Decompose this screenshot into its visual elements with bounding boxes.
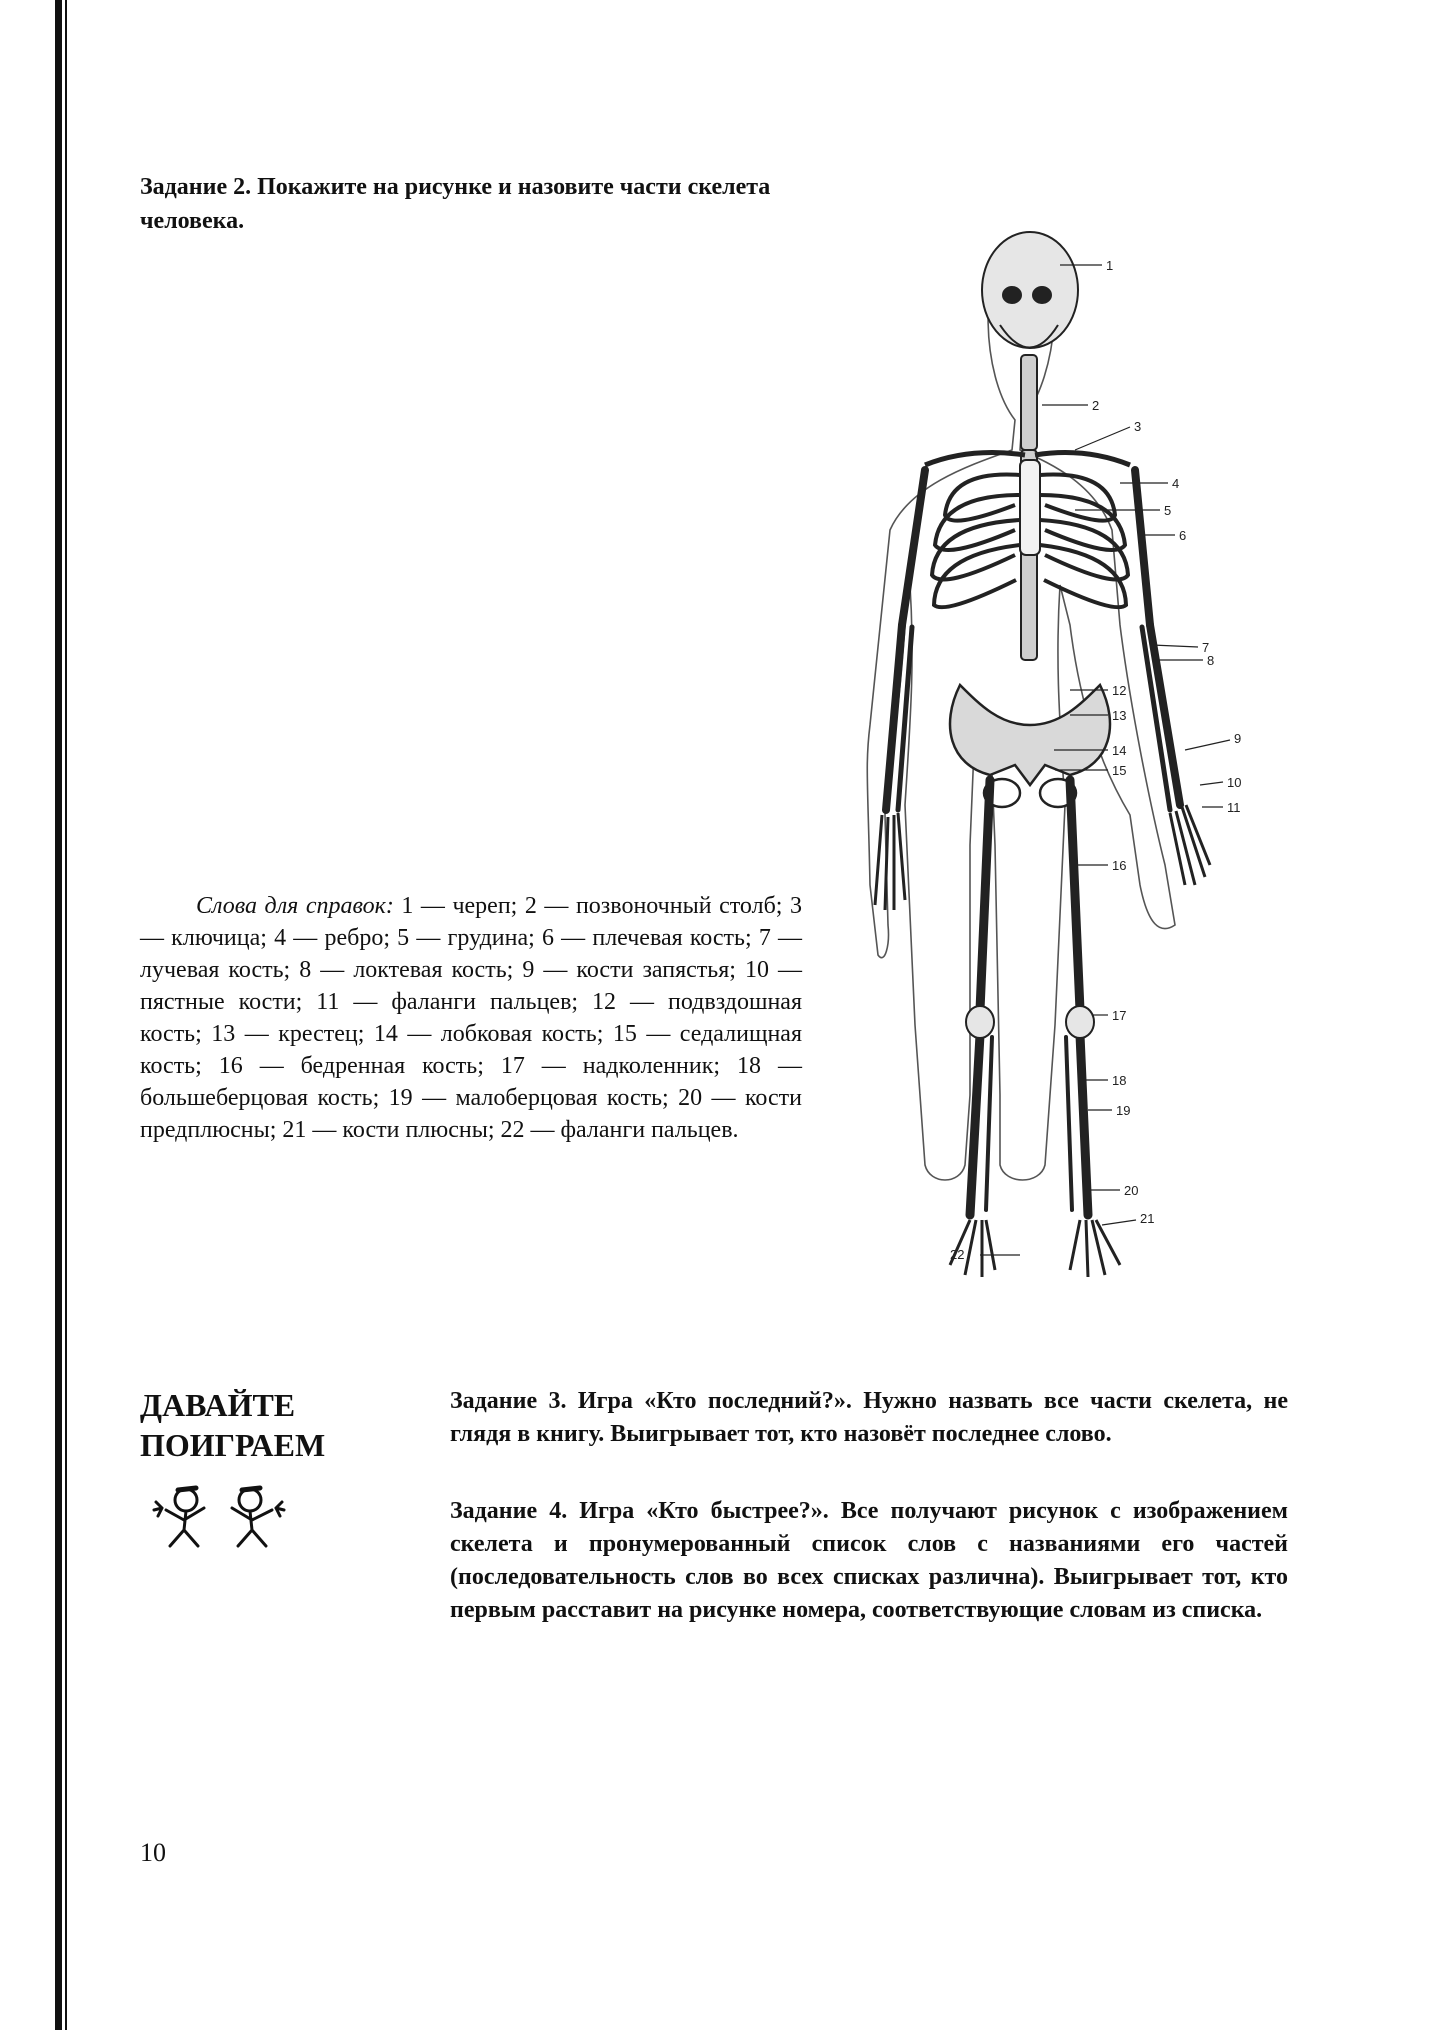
figure-label-9: 9 [1234,731,1242,746]
figure-label-17: 17 [1112,1008,1127,1023]
figure-label-1: 1 [1106,258,1114,273]
play-heading [140,1385,380,1465]
spine-cervical [1021,355,1037,450]
eye-socket-right [1033,287,1051,303]
figure-label-21: 21 [1140,1211,1155,1226]
margin-rule-thin [65,0,67,2030]
figure-label-8: 8 [1207,653,1215,668]
reference-lead: Слова для справок: [196,893,394,919]
eye-socket-left [1003,287,1021,303]
figure-label-10: 10 [1227,775,1242,790]
margin-rule-thick [55,0,62,2030]
figure-label-13: 13 [1112,708,1127,723]
figure-label-2: 2 [1092,398,1100,413]
play-heading-line-2: ПОИГРАЕМ [140,1427,326,1463]
figure-label-12: 12 [1112,683,1127,698]
page-number: 10 [140,1838,166,1867]
sternum [1020,460,1040,555]
task-4-text: Задание 4. Игра «Кто быстрее?». Все получают рисунок с изображением скелета и пронумерованный список слов с названиями его частей (последовательность слов во всех списках различна). Выигрывает тот, кто первым расставит на рисунке номера, соответствующие словам из списка. [450,1498,1288,1623]
figure-label-20: 20 [1124,1183,1139,1198]
figure-label-19: 19 [1116,1103,1131,1118]
figure-label-15: 15 [1112,763,1127,778]
figure-label-3: 3 [1134,419,1142,434]
reference-body: 1 — череп; 2 — позвоночный столб; 3 — ключица; 4 — ребро; 5 — грудина; 6 — плечевая кость; 7 — лучевая кость; 8 — локтевая кость; 9 — кости запястья; 10 — пястные кости; 11 — фаланги пальцев; 12 — подвздошная кость; 13 — крестец; 14 — лобковая кость; 15 — седалищная кость; 16 — бедренная кость; 17 — надколенник; 18 — большеберцовая кость; 19 — малоберцовая кость; 20 — кости предплюсны; 21 — кости плюсны; 22 — фаланги пальцев. [140,893,802,1143]
play-heading-line-1: ДАВАЙТЕ [140,1387,296,1423]
figure-label-5: 5 [1164,503,1172,518]
figure-label-6: 6 [1179,528,1187,543]
figure-label-7: 7 [1202,640,1210,655]
patella-right [1066,1006,1094,1038]
figure-label-4: 4 [1172,476,1180,491]
task-2-text: Задание 2. Покажите на рисунке и назовите части скелета человека. [140,174,771,234]
figure-label-18: 18 [1112,1073,1127,1088]
figure-label-11: 11 [1227,800,1241,815]
patella-left [966,1006,994,1038]
skeleton-figure [830,165,1280,1262]
task-3-text: Задание 3. Игра «Кто последний?». Нужно назвать все части скелета, не глядя в книгу. Выигрывает тот, кто назовёт последнее слово. [450,1388,1288,1447]
skeleton-drawing [830,165,1280,1262]
figure-label-22: 22 [950,1247,965,1262]
figure-label-14: 14 [1112,743,1127,758]
dancing-kids-icon [138,1480,298,1550]
figure-label-16: 16 [1112,858,1127,873]
reference-words [140,890,802,1146]
